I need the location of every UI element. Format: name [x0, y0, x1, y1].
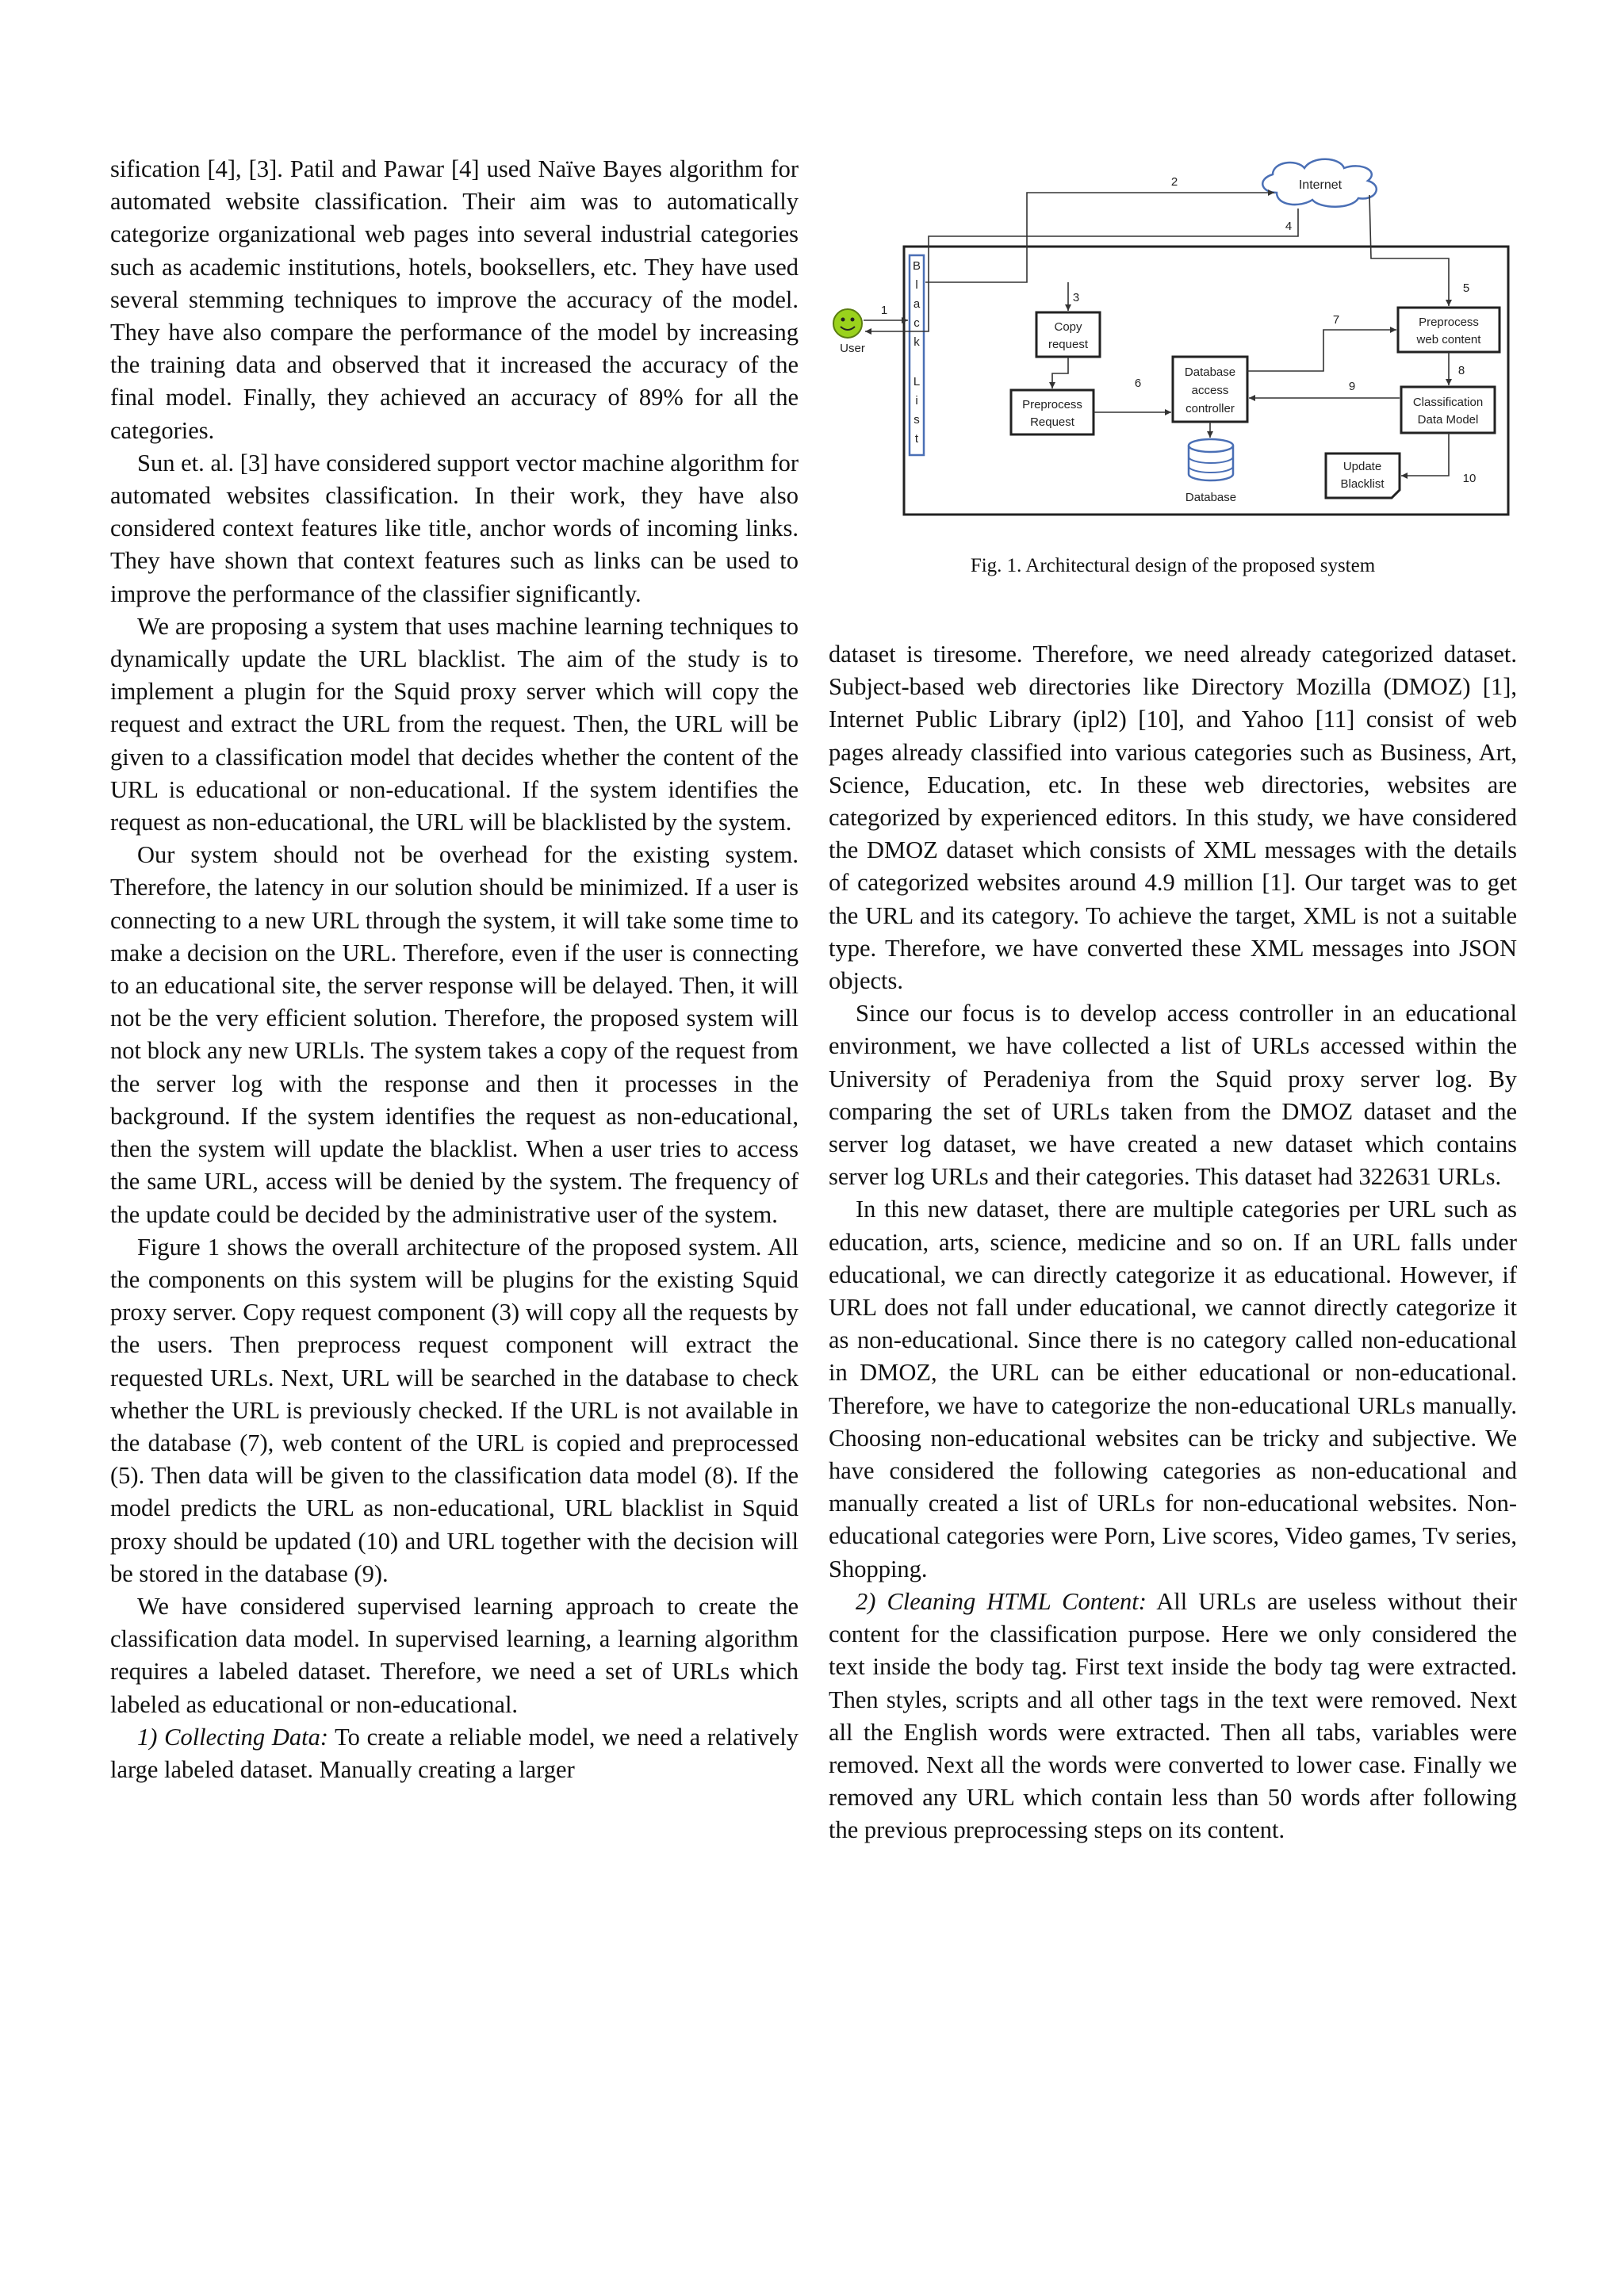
user-label: User — [840, 342, 865, 355]
edge-7 — [1247, 330, 1396, 371]
edge-label: 5 — [1462, 281, 1470, 295]
edge-label: 4 — [1285, 220, 1293, 233]
paragraph: sification [4], [3]. Patil and Pawar [4] used Naïve Bayes algorithm for automated website classification. Their aim was to automatically categorize organizational web pages into several industrial categories such as academic institutions, hotels, booksellers, etc. They have used several stemming techniques to improve the accuracy of the model. They have also compare the performance of the model by increasing the training data and observed that it increased the accuracy of the final model. Finally, they achieved an accuracy of 89% for all the categories. — [110, 155, 799, 444]
paragraph: In this new dataset, there are multiple categories per URL such as education, arts, science, medicine and so on. If an URL falls under educational, we can directly categorize it as educational. However, if URL does not fall under educational, we cannot directly categorize it as non-educational. Since there is no category called non-educational in DMOZ, the URL can be either educational or non-educational. Therefore, we have to categorize the non-educational URLs manually. Choosing non-educational websites can be tricky and subjective. We have considered the following categories as non-educational and manually created a list of URLs for non-educational websites. Non-educational categories were Porn, Live scores, Video games, Tv series, Shopping. — [829, 1196, 1517, 1582]
edge-5 — [1369, 195, 1449, 306]
architecture-figure — [829, 147, 1517, 536]
blacklist-letter: c — [914, 316, 920, 330]
paragraph: Since our focus is to develop access controller in an educational environment, we have collected a list of URLs accessed within the University of Peradeniya from the Squid proxy server log. By comparing the set of URLs taken from the DMOZ dataset and the server log dataset, we have created a new dataset which contains server log URLs and their categories. This dataset had 322631 URLs. — [829, 1000, 1517, 1191]
update-blacklist-label: Blacklist — [1340, 477, 1385, 491]
paragraph-body: All URLs are useless without their content for the classification purpose. Here we only considered the text inside the body tag. First text inside the body tag were extracted. Then styles, scripts and all other tags in the text were removed. Next all the English words were extracted. Then all tabs, variables were removed. Next all the words were converted to lower case. Finally we removed any URL which contain less than 50 words after following the previous preprocessing steps on its content. — [829, 1587, 1517, 1844]
diagram-edges — [864, 193, 1449, 476]
paragraph: Figure 1 shows the overall architecture of the proposed system. All the components on this system will be plugins for the existing Squid proxy server. Copy request component (3) will copy all the requests by the users. Then preprocess request component will extract the requested URLs. Next, URL will be searched in the database to check whether the URL is previously checked. If the URL is not available in the database (7), web content of the URL is copied and preprocessed (5). Then data will be given to the classification data model (8). If the model predicts the URL as non-educational, URL blacklist in Squid proxy should be updated (10) and URL together with the decision will be stored in the database (9). — [110, 1233, 799, 1587]
paragraph-body: To create a reliable model, we need a relatively large labeled dataset. Manually creating a larger — [110, 1723, 799, 1783]
left-column — [110, 153, 799, 1786]
blacklist-letter: a — [913, 297, 921, 311]
edge-copy-preprocess — [1052, 357, 1068, 388]
blacklist-label — [913, 259, 921, 446]
blacklist-letter: l — [915, 278, 918, 292]
paragraph: dataset is tiresome. Therefore, we need already categorized dataset. Subject-based web directories like Directory Mozilla (DMOZ) [1], Internet Public Library (ipl2) [10], and Yahoo [11] consist of web pages already classified into various categories such as Business, Art, Science, Education, etc. In these web directories, websites are categorized by experienced editors. In this study, we have considered the DMOZ dataset which consists of XML messages with the details of categorized websites around 4.9 million [1]. Our target was to get the URL and its category. To achieve the target, XML is not a suitable type. Therefore, we have converted these XML messages into JSON objects. — [829, 641, 1517, 995]
blacklist-letter: t — [914, 432, 919, 446]
db-controller-label: controller — [1185, 402, 1235, 415]
paragraph: We are proposing a system that uses machine learning techniques to dynamically update the URL blacklist. The aim of the study is to implement a plugin for the Squid proxy server which will copy the request and extract the URL from the request. Then, the URL will be given to a classification model that decides whether the content of the URL is educational or non-educational. If the system identifies the request as non-educational, the URL will be blacklisted by the system. — [110, 612, 799, 836]
edge-label: 3 — [1072, 291, 1080, 304]
database-label: Database — [1185, 491, 1237, 504]
update-blacklist-label: Update — [1342, 460, 1382, 473]
preprocess-request-label: Preprocess — [1022, 398, 1082, 411]
preprocess-web-label: web content — [1416, 333, 1481, 346]
figure-caption: Fig. 1. Architectural design of the proposed system — [970, 555, 1376, 576]
database-icon — [1189, 439, 1233, 480]
internet-label: Internet — [1298, 178, 1342, 192]
db-controller-label: Database — [1184, 365, 1236, 379]
paragraph — [110, 1721, 799, 1786]
classification-label: Data Model — [1417, 413, 1479, 427]
architecture-diagram — [829, 147, 1517, 536]
edge-label: 10 — [1462, 472, 1477, 485]
internet-cloud — [1262, 159, 1377, 207]
blacklist-letter: L — [913, 375, 921, 388]
edge-label: 2 — [1170, 175, 1178, 189]
copy-request-label: Copy — [1054, 320, 1082, 334]
preprocess-web-label: Preprocess — [1419, 316, 1479, 329]
db-controller-label: access — [1191, 384, 1229, 397]
paragraph: We have considered supervised learning approach to create the classification data model. In supervised learning, a learning algorithm requires a labeled dataset. Therefore, we need a set of URLs which labeled as educational or non-educational. — [110, 1592, 799, 1718]
paragraph — [829, 1586, 1517, 1847]
edge-label: 8 — [1457, 364, 1465, 377]
right-column — [829, 638, 1517, 1847]
edge-label: 9 — [1348, 380, 1356, 393]
subsection-heading: 2) Cleaning HTML Content: — [856, 1587, 1147, 1615]
preprocess-request-label: Request — [1030, 415, 1074, 429]
classification-label: Classification — [1412, 396, 1484, 409]
paragraph: Our system should not be overhead for the existing system. Therefore, the latency in our solution should be minimized. If a user is connecting to a new URL through the system, it will take some time to make a decision on the URL. Therefore, even if the user is connecting to an educational site, the server response will be delayed. Then, it will not be the very efficient solution. Therefore, the proposed system will not block any new URLls. The system takes a copy of the request from the server log with the response and then it processes in the background. If the system identifies the request as non-educational, then the system will update the blacklist. When a user tries to access the same URL, access will be denied by the system. The frequency of the update could be decided by the administrative user of the system. — [110, 841, 799, 1228]
user-icon — [833, 309, 862, 338]
edge-2 — [925, 193, 1274, 282]
blacklist-letter: k — [914, 335, 920, 349]
subsection-heading: 1) Collecting Data: — [137, 1723, 329, 1751]
blacklist-letter: s — [914, 413, 920, 427]
edge-label: 6 — [1134, 377, 1142, 390]
edge-10 — [1401, 433, 1449, 476]
copy-request-label: request — [1048, 338, 1089, 351]
edge-label: 1 — [880, 304, 888, 317]
edge-label: 7 — [1332, 313, 1340, 327]
blacklist-letter: i — [915, 394, 918, 408]
blacklist-letter: B — [912, 259, 921, 273]
paragraph: Sun et. al. [3] have considered support vector machine algorithm for automated websites classification. In their work, they have also considered context features like title, anchor words of incoming links. They have shown that context features such as links can be used to improve the performance of the classifier significantly. — [110, 449, 799, 607]
